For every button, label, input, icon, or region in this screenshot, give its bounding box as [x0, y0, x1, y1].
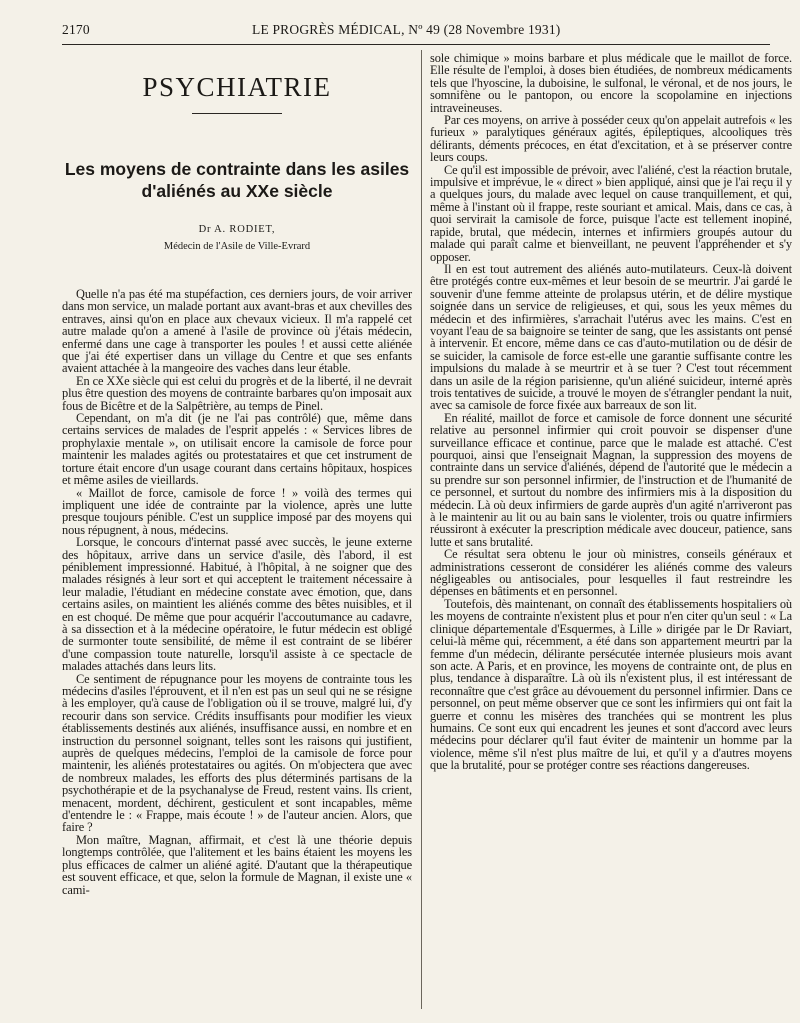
column-divider: [421, 50, 422, 1009]
right-body: [430, 52, 792, 772]
paragraph: sole chimique » moins barbare et plus médicale que le maillot de force. Elle résulte de l'emploi, à doses bien étudiées, de nombreux médicaments tels que l'hyoscine, la duboisine, le sulfonal, le véronal, et de nos jours, le somnifène ou le pantopon, ou encore la scopolamine en injections intraveineuses.: [430, 51, 792, 115]
paragraph: Quelle n'a pas été ma stupéfaction, ces derniers jours, de voir arriver dans mon service, un malade portant aux avant-bras et aux chevilles des entraves, ainsi qu'on en place aux chevaux vicieux. Il m'a rappelé cet autre malade qu'on a amené à l'asile de province où j'étais médecin, enfermé dans une cage à transporter les poules ! et aussi cette aliénée que j'ai été expertiser dans un village du Centre et que ses enfants avaient attachée à la mangeoire des vaches dans leur étable.: [62, 287, 412, 376]
section-title: PSYCHIATRIE: [142, 72, 332, 102]
page-number: 2170: [62, 22, 90, 37]
paragraph: En ce XXe siècle qui est celui du progrès et de la liberté, il ne devrait plus être question des moyens de contrainte barbares qu'on imposait aux fous de Bicêtre et de la Salpêtrière, au temps de Pinel.: [62, 373, 412, 413]
paragraph: Toutefois, dès maintenant, on connaît des établissements hospitaliers où les moyens de contrainte n'existent plus et pour n'en citer qu'un seul : « La clinique départementale d'Esquermes, à Lille » dirigée par le Dr Raviart, celui-là même qui, récemment, a été dans son appartement meurtri par la femme d'un médecin, délirante persécutée internée plusieurs mois avant son acte. A Paris, et en province, les moyens de contrainte ont, de plus en plus, tendance à disparaître. Là où ils n'existent plus, il est intéressant de reconnaître que c'est grâce au dévouement du personnel infirmier. Dans ce personnel, on peut même observer que ce sont les infirmiers qui ont fait la guerre et connu les misères des tranchées qui se montrent les plus humains. Ce sont eux qui encadrent les jeunes et sont d'accord avec leurs médecins pour déclarer qu'il faut éviter de maintenir un homme par la violence, même s'il n'est plus maître de lui, et qu'il y a d'autres moyens que la brutalité, pour se protéger contre ses réactions dangereuses.: [430, 596, 792, 773]
paragraph: « Maillot de force, camisole de force ! » voilà des termes qui impliquent une idée de contrainte par la violence, après une lutte presque toujours pénible. C'est un supplice imposé par des moyens qui nous répugnent, à nous, médecins.: [62, 485, 412, 537]
article-title-line-1: Les moyens de contrainte dans les asiles: [64, 159, 410, 179]
article-title-line-2: d'aliénés au XXe siècle: [141, 181, 333, 201]
right-column: [430, 52, 792, 772]
paragraph: Lorsque, le concours d'internat passé avec succès, le jeune externe des hôpitaux, arrive dans un service d'asile, dès l'abord, il est péniblement impressionné. Habitué, à l'hôpital, à ne soigner que des malades résignés à leur sort et qui acceptent le traitement nécessaire à leur maladie, l'étudiant en médecine constate avec émotion, que, dans certains asiles, on maintient les aliénés comme des bêtes nuisibles, et il en est choqué. De même que pour acquérir l'accoutumance au cadavre, à sa dissection et à la médecine opératoire, le futur médecin est obligé de surmonter toute sensibilité, de même il est contraint de se libérer d'une compassion toute naturelle, lorsqu'il assiste à ce spectacle de malades attachés dans leurs lits.: [62, 535, 412, 674]
paragraph: Mon maître, Magnan, affirmait, et c'est là une théorie depuis longtemps contrôlée, que l'alitement et les bains étaient les moyens les plus efficaces de calmer un aliéné agité. D'autant que la thérapeutique est souvent efficace, et que, selon la formule de Magnan, il existe une « cami-: [62, 832, 412, 897]
paragraph: Cependant, on m'a dit (je ne l'ai pas contrôlé) que, même dans certains services de malades de l'esprit appelés : « Services libres de prophylaxie mentale », on utilisait encore la camisole de force pour maintenir les malades agités ou protestataires et que cet instrument de torture était encore d'un usage courant dans certains hôpitaux, hospices et même asiles de vieillards.: [62, 411, 412, 488]
header-rule: [62, 44, 770, 45]
left-column: [62, 52, 412, 896]
running-head: [62, 22, 770, 40]
paragraph: Ce résultat sera obtenu le jour où ministres, conseils généraux et administrations cesseront de considérer les aliénés comme des valeurs négligeables ou antisociales, pour lesquelles il faut restreindre les dépenses en bâtiments et en personnel.: [430, 547, 792, 599]
paragraph: En réalité, maillot de force et camisole de force donnent une sécurité relative au personnel infirmier qui croit pouvoir se dispenser d'une surveillance efficace et continue, parce que le malade est attaché. C'est pourquoi, ainsi que l'enseignait Magnan, la suppression des moyens de contrainte dans un service d'aliénés, dépend de l'autorité que le médecin a su prendre sur son personnel infirmier, de l'instruction et de l'humanité de ce personnel, et surtout du nombre des infirmiers mis à la disposition du médecin. Là où deux infirmiers de garde auprès d'un agité n'arriveront pas à le maintenir au lit ou au bain sans le violenter, trois ou quatre infirmiers réussiront à exécuter la prescription médicale avec douceur, patience, sans lutte et sans brutalité.: [430, 410, 792, 549]
paragraph: Par ces moyens, on arrive à posséder ceux qu'on appelait autrefois « les furieux » paralytiques généraux agités, épileptiques, alcooliques très délirants, déments précoces, en état d'excitation, et à se préserver contre leurs coups.: [430, 113, 792, 165]
author: Dr A. RODIET,: [198, 224, 276, 235]
paragraph: Ce qu'il est impossible de prévoir, avec l'aliéné, c'est la réaction brutale, impulsive et imprévue, le « direct » bien appliqué, ainsi que je l'ai reçu il y a quelques jours, du malade avec lequel on cause tranquillement, et qui, même à l'instant où il frappe, reste souriant et amical. Mais, dans ce cas, à quoi servirait la camisole de force, puisque l'acte est tellement inopiné, rapide, brutal, que médecin, internes et infirmiers groupés autour du malade qui paraît calme et bienveillant, ne peuvent l'appréhender et s'y opposer.: [430, 162, 792, 264]
paragraph: Ce sentiment de répugnance pour les moyens de contrainte tous les médecins d'asiles l'éprouvent, et il n'en est pas un seul qui ne se résigne à les employer, qu'à cause de l'obligation où il se trouve, malgré lui, d'y recourir dans son service. Crédits insuffisants pour modifier les vieux établissements destinés aux aliénés, insuffisance aussi, en nombre et en instruction du personnel soignant, telles sont les raisons qui justifient, auprès de quelques médecins, l'emploi de la camisole de force pour maintenir, les aliénés protestataires ou agités. On m'objectera que avec de nombreux malades, les efforts des plus déterminés partisans de la psychothérapie et de la psychanalyse de Freud, restent vains. Ils crient, menacent, mordent, déchirent, gesticulent et sont incapables, même d'entendre le : « Frappe, mais écoute ! » de l'auteur ancien. Alors, que faire ?: [62, 671, 412, 835]
affiliation: Médecin de l'Asile de Ville-Evrard: [163, 241, 311, 252]
paragraph: Il en est tout autrement des aliénés auto-mutilateurs. Ceux-là doivent être protégés contre eux-mêmes et leur besoin de se meurtrir. J'ai gardé le souvenir d'une femme atteinte de prolapsus utérin, et de délire mystique soignée dans un service de religieuses, et qui, sous les yeux mêmes du médecin et des infirmières, s'arrachait l'utérus avec les mains. C'est en voyant l'eau de sa baignoire se teinter de sang, que les assistants ont pensé à intervenir. Et encore, même dans ce cas d'auto-mutilation ou de désir de se suicider, la camisole de force est-elle une garantie suffisante contre les impulsions du malade à se meurtrir et à se tuer ? C'est tout récemment dans un asile de la région parisienne, qu'un aliéné suicideur, interné après trois tentatives de suicide, a trouvé le moyen de s'étrangler pendant la nuit, avec sa camisole de force fixée aux barreaux de son lit.: [430, 261, 792, 413]
journal-header: LE PROGRÈS MÉDICAL, Nº 49 (28 Novembre 1931): [252, 22, 561, 37]
section-rule: [192, 113, 282, 114]
article-title: [62, 158, 412, 202]
left-body: [62, 288, 412, 896]
